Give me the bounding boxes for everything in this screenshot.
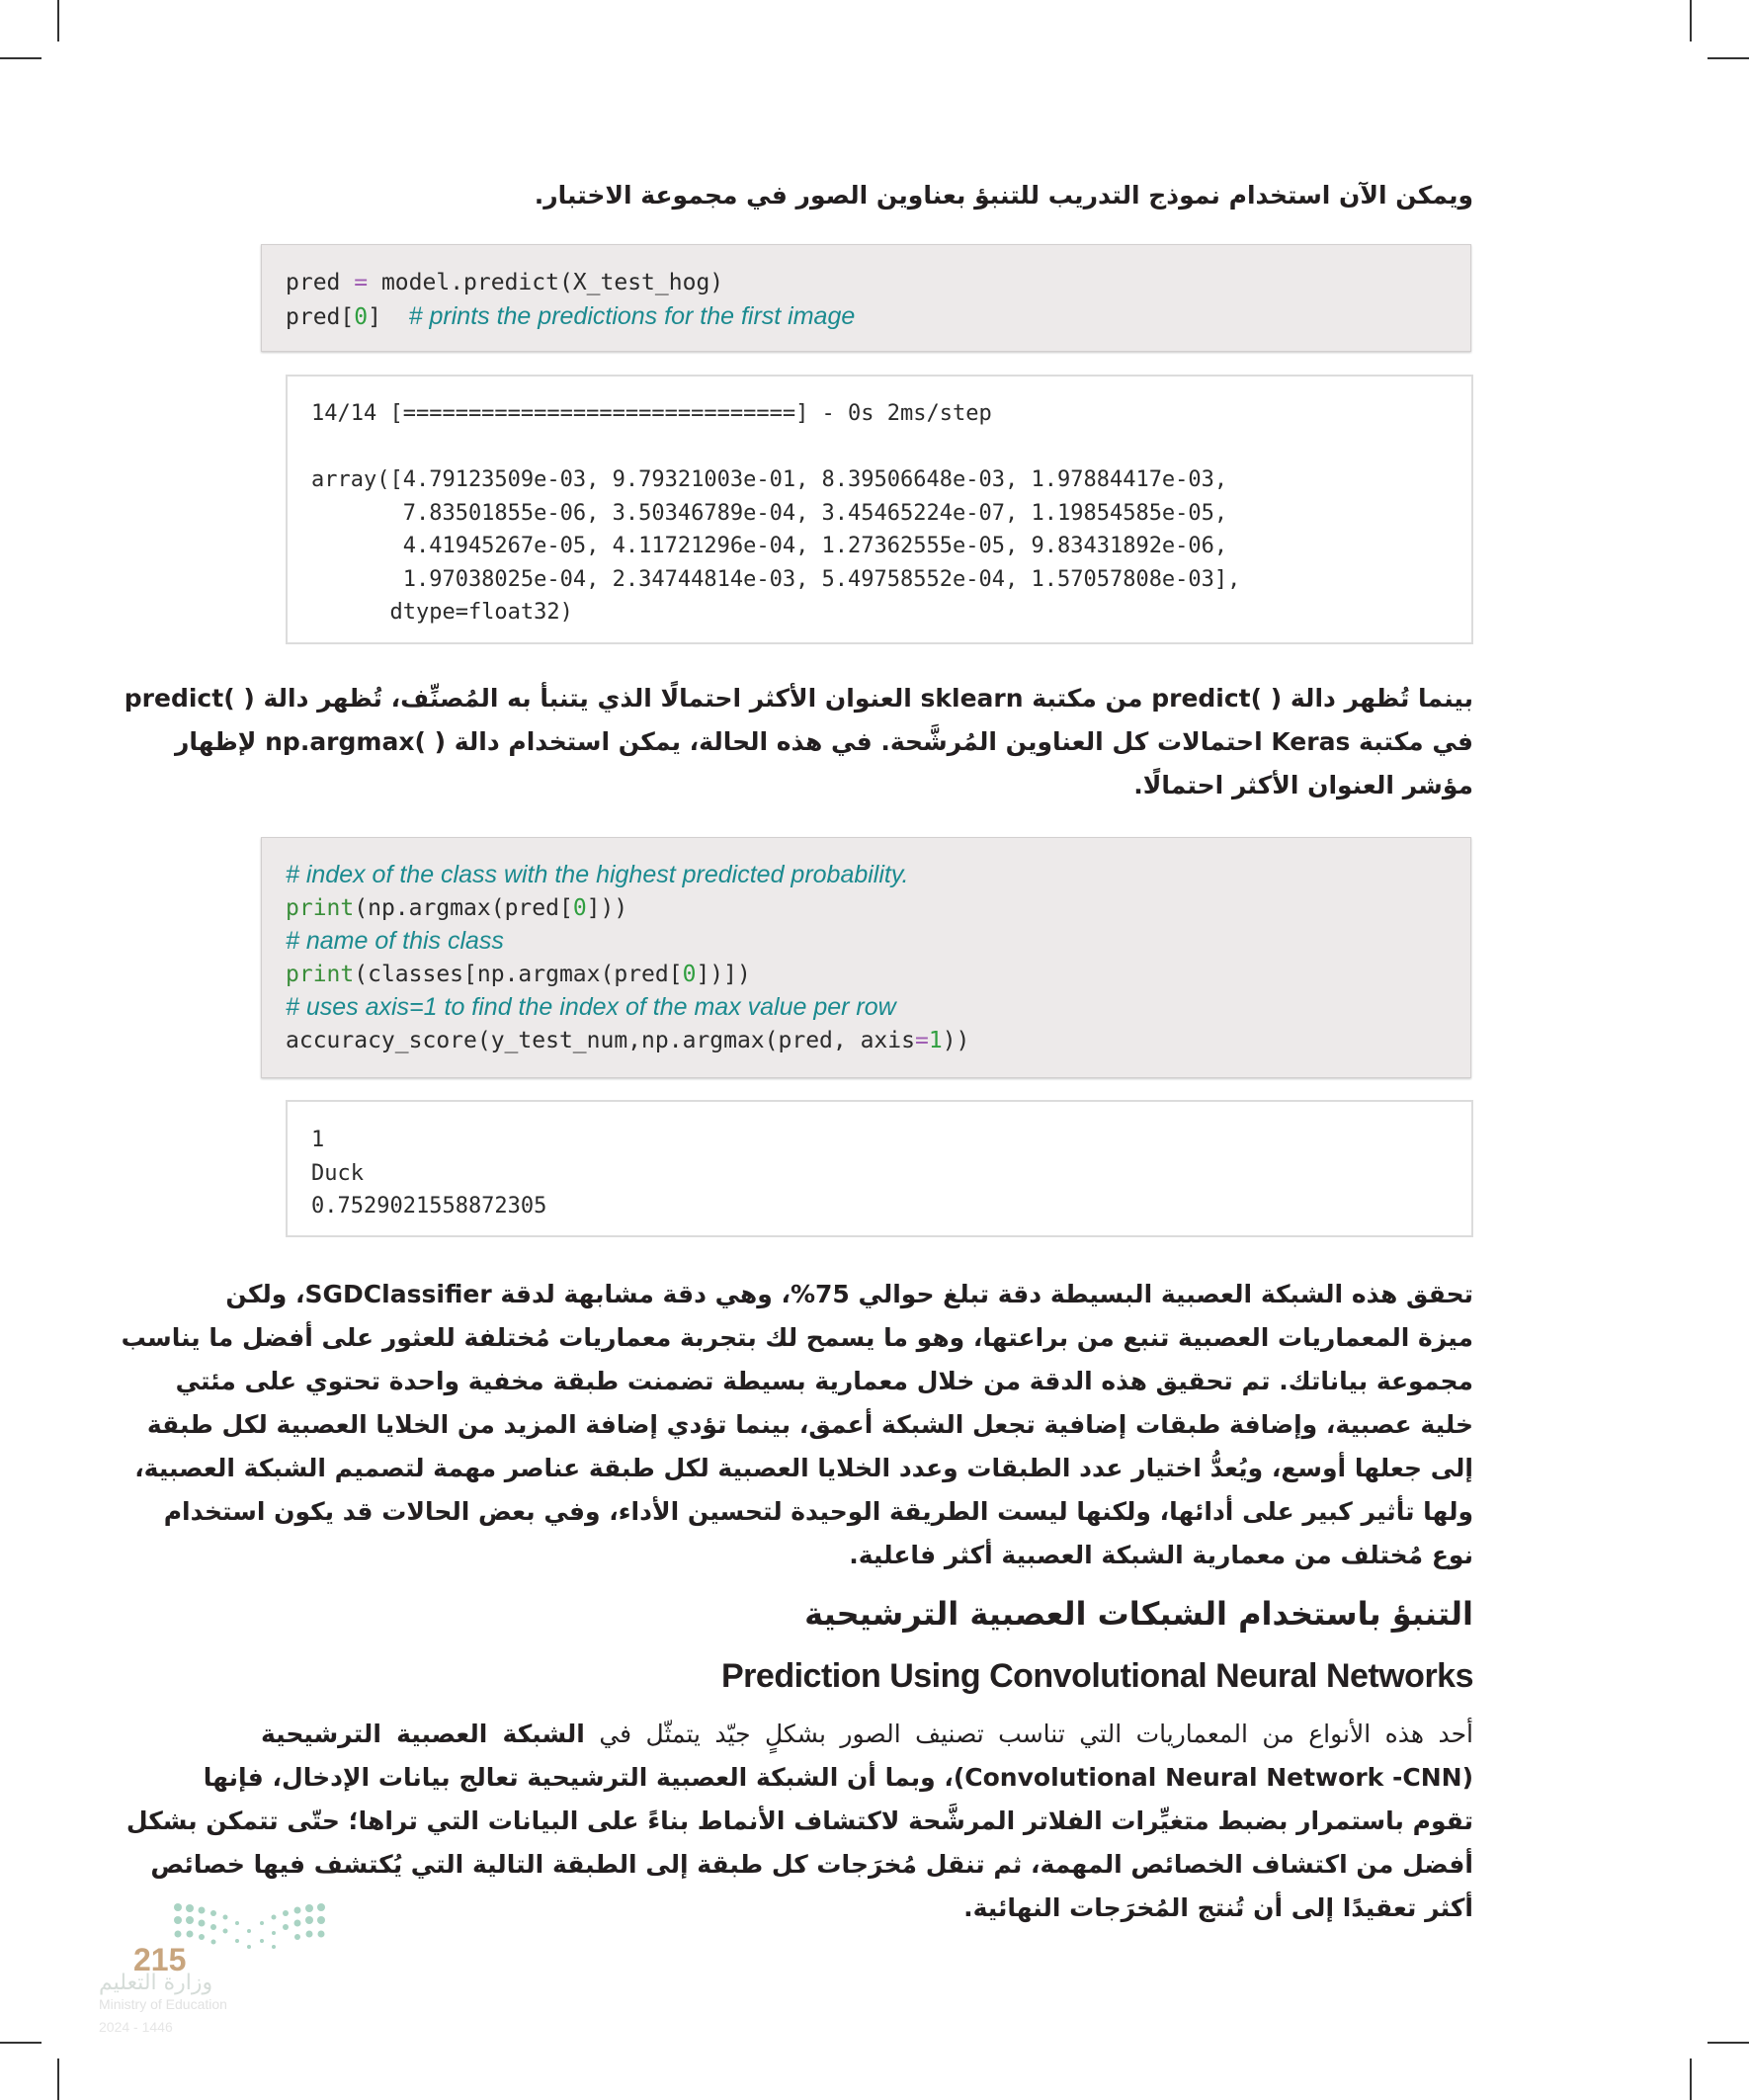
output-line: 14/14 [==============================] - 0s 2ms/step	[311, 401, 992, 426]
code-token: ))	[942, 1027, 970, 1053]
crop-mark	[1707, 57, 1749, 59]
paragraph-accuracy	[121, 1273, 1473, 1577]
paragraph-line: تحقق هذه الشبكة العصبية البسيطة دقة تبلغ حوالي 75%، وهي دقة مشابهة لدقة SGDClassifier، ولكن	[225, 1280, 1473, 1308]
paragraph-line: ولها تأثير كبير على أدائها، ولكنها ليست الطريقة الوحيدة لتحسين الأداء، وفي بعض الحالات قد يكون استخدام	[163, 1497, 1473, 1526]
code-token: model.predict(X_test_hog)	[368, 270, 724, 295]
code-comment: # uses axis=1 to find the index of the max value per row	[286, 993, 896, 1021]
page-number: 215	[133, 1942, 187, 1977]
crop-mark	[1707, 2042, 1749, 2044]
crop-mark	[0, 2042, 42, 2044]
paragraph-line: نوع مُختلف من معمارية الشبكة العصبية أكثر فاعلية.	[849, 1541, 1473, 1569]
output-line: Duck	[311, 1160, 364, 1186]
code-line	[286, 959, 1470, 992]
code-comment: # index of the class with the highest predicted probability.	[286, 861, 909, 888]
intro-text: ويمكن الآن استخدام نموذج التدريب للتنبؤ بعناوين الصور في مجموعة الاختبار.	[534, 181, 1473, 210]
crop-mark	[0, 57, 42, 59]
code-line	[286, 1025, 1470, 1058]
output-line	[311, 431, 1471, 464]
text: أحد هذه الأنواع من المعماريات التي تناسب تصنيف الصور بشكلٍ جيّد يتمثّل في	[584, 1720, 1473, 1748]
code-line	[286, 267, 1470, 300]
code-comment: # name of this class	[286, 927, 504, 955]
code-line	[286, 859, 1470, 892]
code-token: 0	[572, 894, 587, 921]
output-line: 4.41945267e-05, 4.11721296e-04, 1.27362555e-05, 9.83431892e-06,	[311, 534, 1228, 558]
paragraph-cnn	[125, 1713, 1473, 1930]
code-token: accuracy_score(y_test_num,np.argmax(pred, axis	[286, 1027, 915, 1053]
code-token: print	[286, 961, 355, 987]
paragraph-line	[261, 1713, 1473, 1756]
code-token: ]))	[586, 894, 628, 921]
ministry-name-english: Ministry of Education	[99, 1996, 227, 2012]
code-token: (classes[np.argmax(pred[	[354, 961, 683, 987]
code-token: pred	[286, 270, 355, 295]
code-token: 1	[928, 1027, 943, 1053]
code-token: =	[354, 270, 369, 295]
output-line: 0.7529021558872305	[311, 1194, 547, 1218]
paragraph-line: خلية عصبية، وإضافة طبقات إضافية تجعل الشبكة أعمق، بينما تؤدي إضافة المزيد من الخلايا العصبية لكل طبقة	[146, 1410, 1473, 1439]
code-line	[286, 892, 1470, 926]
code-line	[286, 300, 1470, 334]
crop-mark	[57, 2058, 59, 2100]
paragraph-line: مجموعة بياناتك. تم تحقيق هذه الدقة من خلال معمارية بسيطة تضمنت طبقة مخفية واحدة تحتوي على مئتي	[175, 1367, 1473, 1395]
output-line: dtype=float32)	[311, 600, 573, 625]
output-block-predict	[286, 375, 1473, 644]
code-token: 0	[682, 961, 697, 987]
paragraph-line: (Convolutional Neural Network -CNN)، وبما أن الشبكة العصبية الترشيحية تعالج بيانات الإدخال، فإنها	[203, 1763, 1473, 1792]
crop-mark	[1690, 0, 1692, 42]
code-token: 0	[354, 303, 369, 330]
output-line: 1	[311, 1128, 325, 1152]
ministry-name-arabic: وزارة التعليم	[99, 1971, 213, 1995]
output-block-argmax	[286, 1100, 1473, 1237]
code-token: print	[286, 894, 355, 921]
crop-mark	[57, 0, 59, 42]
code-token: (np.argmax(pred[	[354, 894, 573, 921]
code-comment: # prints the predictions for the first image	[408, 301, 856, 330]
paragraph-line: إلى جعلها أوسع، ويُعدُّ اختيار عدد الطبقات وعدد الخلايا العصبية لكل طبقة عناصر مهمة لتصميم الشبكة العصبية،	[134, 1454, 1473, 1482]
bold-term: الشبكة العصبية الترشيحية	[261, 1720, 585, 1748]
crop-mark	[1690, 2058, 1692, 2100]
code-block-predict	[261, 244, 1471, 352]
intro-paragraph	[261, 174, 1473, 217]
paragraph-line: تقوم باستمرار بضبط متغيِّرات الفلاتر المرشَّحة لاكتشاف الأنماط بناءً على البيانات التي تراها؛ حتّى تتمكن بشكل	[125, 1806, 1473, 1835]
paragraph-line: بينما تُظهر دالة ( )predict من مكتبة sklearn العنوان الأكثر احتمالًا الذي يتنبأ به المُصنِّف، تُظهر دالة ( )predict	[124, 684, 1473, 713]
paragraph-line: أكثر تعقيدًا إلى أن تُنتج المُخرَجات النهائية.	[963, 1893, 1473, 1922]
edition-year: 2024 - 1446	[99, 2019, 173, 2035]
output-line: 1.97038025e-04, 2.34744814e-03, 5.49758552e-04, 1.57057808e-03],	[311, 566, 1241, 592]
code-block-argmax	[261, 837, 1471, 1078]
paragraph-line: في مكتبة Keras احتمالات كل العناوين المُرشَّحة. في هذه الحالة، يمكن استخدام دالة ( )np.argmax لإظهار	[174, 727, 1473, 756]
output-line: 7.83501855e-06, 3.50346789e-04, 3.45465224e-07, 1.19854585e-05,	[311, 500, 1228, 526]
paragraph-line: أفضل من اكتشاف الخصائص المهمة، ثم تنقل مُخرَجات كل طبقة إلى الطبقة التالية التي يُكتشف فيها خصائص	[150, 1850, 1473, 1879]
code-token: ]	[368, 303, 409, 330]
paragraph-predict	[124, 677, 1473, 807]
output-line: array([4.79123509e-03, 9.79321003e-01, 8.39506648e-03, 1.97884417e-03,	[311, 467, 1228, 492]
section-heading-arabic: التنبؤ باستخدام الشبكات العصبية الترشيحية	[804, 1595, 1473, 1633]
section-heading-english: Prediction Using Convolutional Neural Networks	[721, 1657, 1473, 1695]
paragraph-line: مؤشر العنوان الأكثر احتمالًا.	[1133, 771, 1473, 799]
code-line	[286, 991, 1470, 1025]
code-token: pred[	[286, 303, 355, 330]
code-token: ])])	[696, 961, 751, 987]
code-line	[286, 925, 1470, 959]
paragraph-line: ميزة المعماريات العصبية تنبع من براعتها، وهو ما يسمح لك بتجربة معماريات مُختلفة للعثور على أفضل ما يناسب	[121, 1323, 1473, 1352]
code-token: =	[914, 1027, 929, 1053]
